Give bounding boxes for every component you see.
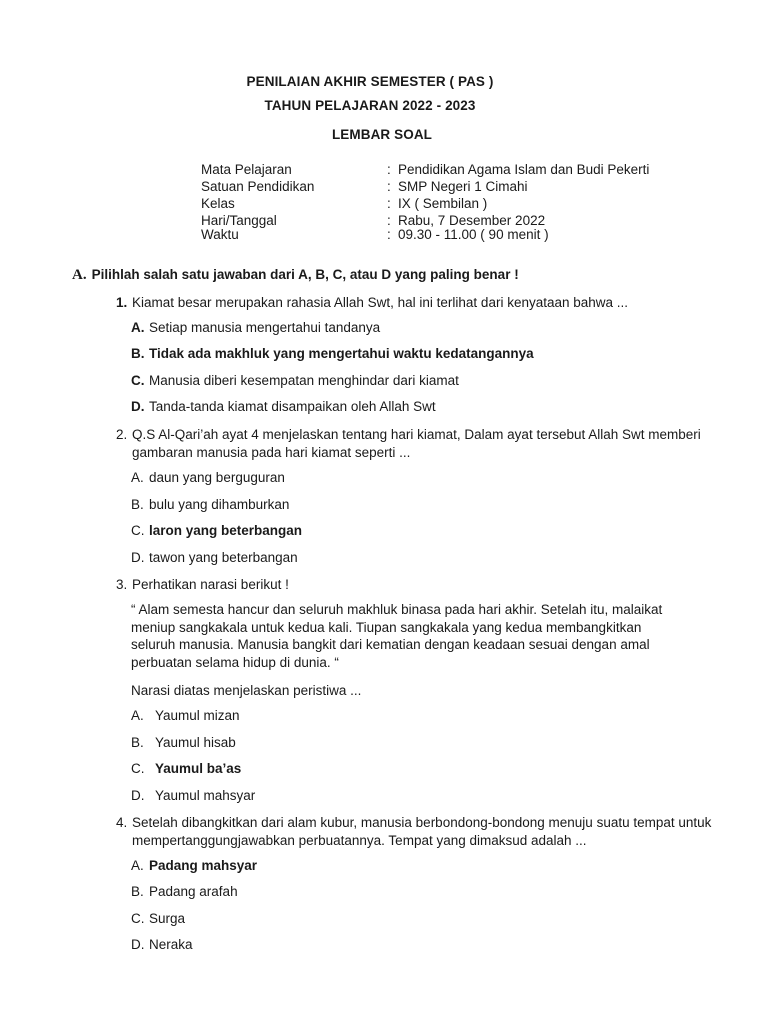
option-letter: D. [131,788,145,803]
option-text: Yaumul mahsyar [155,788,256,803]
option-text: daun yang berguguran [149,470,285,485]
option-1a [131,320,380,335]
info-colon: : [387,213,391,228]
option-text: tawon yang beterbangan [149,550,298,565]
question-text: Setelah dibangkitkan dari alam kubur, manusia berbondong-bondong menuju suatu tempat untuk mempertanggungjawabkan perbuatannya. Tempat yang dimaksud adalah ... [132,815,712,848]
option-text: Yaumul mizan [155,708,240,723]
question-number: 2. [116,427,128,442]
option-3c [131,761,241,776]
info-colon: : [387,227,391,242]
info-colon: : [387,196,391,211]
question-prompt: Narasi diatas menjelaskan peristiwa ... [131,683,362,698]
option-3d [131,788,255,803]
question-text: Q.S Al-Qari’ah ayat 4 menjelaskan tentang hari kiamat, Dalam ayat tersebut Allah Swt memberi gambaran manusia pada hari kiamat seperti ... [132,427,701,460]
option-2c [131,523,302,538]
option-3b [131,735,236,750]
question-number: 4. [116,815,128,830]
option-letter: D. [131,399,145,414]
option-text: laron yang beterbangan [149,523,303,538]
info-label: Kelas [201,196,235,211]
option-letter: B. [131,497,144,512]
option-letter: A. [131,858,144,873]
option-4a [131,858,257,873]
section-instruction [72,267,519,284]
instruction-text: Pilihlah salah satu jawaban dari A, B, C, atau D yang paling benar ! [91,267,519,282]
section-letter: A. [72,267,87,283]
narrative-quote: “ Alam semesta hancur dan seluruh makhluk binasa pada hari akhir. Setelah itu, malaikat meniup sangkakala untuk kedua kali. Tiupan sangkakala yang kedua membangkitkan seluruh manusia. Manusia bangkit dari kematian dengan keadaan sesuai dengan amal perbuatan selama hidup di dunia. “ [131,602,663,670]
option-text: Tidak ada makhluk yang mengertahui waktu kedatangannya [149,346,534,361]
info-label: Waktu [201,227,239,242]
option-2d [131,550,298,565]
option-text: Padang mahsyar [149,858,258,873]
info-value: SMP Negeri 1 Cimahi [398,179,528,194]
option-text: Manusia diberi kesempatan menghindar dari kiamat [149,373,459,388]
info-value: Pendidikan Agama Islam dan Budi Pekerti [398,162,650,177]
option-letter: A. [131,708,144,723]
info-colon: : [387,179,391,194]
option-text: Tanda-tanda kiamat disampaikan oleh Allah Swt [149,399,436,414]
option-letter: C. [131,761,145,776]
option-letter: A. [131,470,144,485]
info-label: Hari/Tanggal [201,213,277,228]
option-text: Padang arafah [149,884,238,899]
option-letter: B. [131,884,144,899]
option-3a [131,708,240,723]
option-4b [131,884,238,899]
option-1c [131,373,459,388]
header-year: TAHUN PELAJARAN 2022 - 2023 [264,98,476,113]
option-letter: D. [131,550,145,565]
question-number: 1. [116,295,128,310]
option-2a [131,470,285,485]
info-colon: : [387,162,391,177]
option-letter: C. [131,373,145,388]
info-value: IX ( Sembilan ) [398,196,488,211]
option-text: Yaumul hisab [155,735,236,750]
option-letter: A. [131,320,145,335]
option-1d [131,399,436,414]
option-letter: B. [131,346,145,361]
option-text: Surga [149,911,186,926]
info-label: Satuan Pendidikan [201,179,315,194]
option-text: Setiap manusia mengertahui tandanya [149,320,381,335]
question-number: 3. [116,577,128,592]
question-text: Kiamat besar merupakan rahasia Allah Swt, hal ini terlihat dari kenyataan bahwa ... [132,295,629,310]
header-title: PENILAIAN AKHIR SEMESTER ( PAS ) [246,74,494,89]
option-letter: D. [131,937,145,952]
option-2b [131,497,289,512]
option-text: Neraka [149,937,193,952]
header-sheet-title: LEMBAR SOAL [331,127,433,142]
question-text: Perhatikan narasi berikut ! [132,577,289,592]
option-letter: C. [131,523,145,538]
info-value: 09.30 - 11.00 ( 90 menit ) [398,227,549,242]
info-label: Mata Pelajaran [201,162,292,177]
option-text: Yaumul ba’as [155,761,242,776]
option-4d [131,937,193,952]
option-1b [131,346,534,361]
option-letter: C. [131,911,145,926]
option-text: bulu yang dihamburkan [149,497,290,512]
option-letter: B. [131,735,144,750]
option-4c [131,911,185,926]
info-value: Rabu, 7 Desember 2022 [398,213,546,228]
